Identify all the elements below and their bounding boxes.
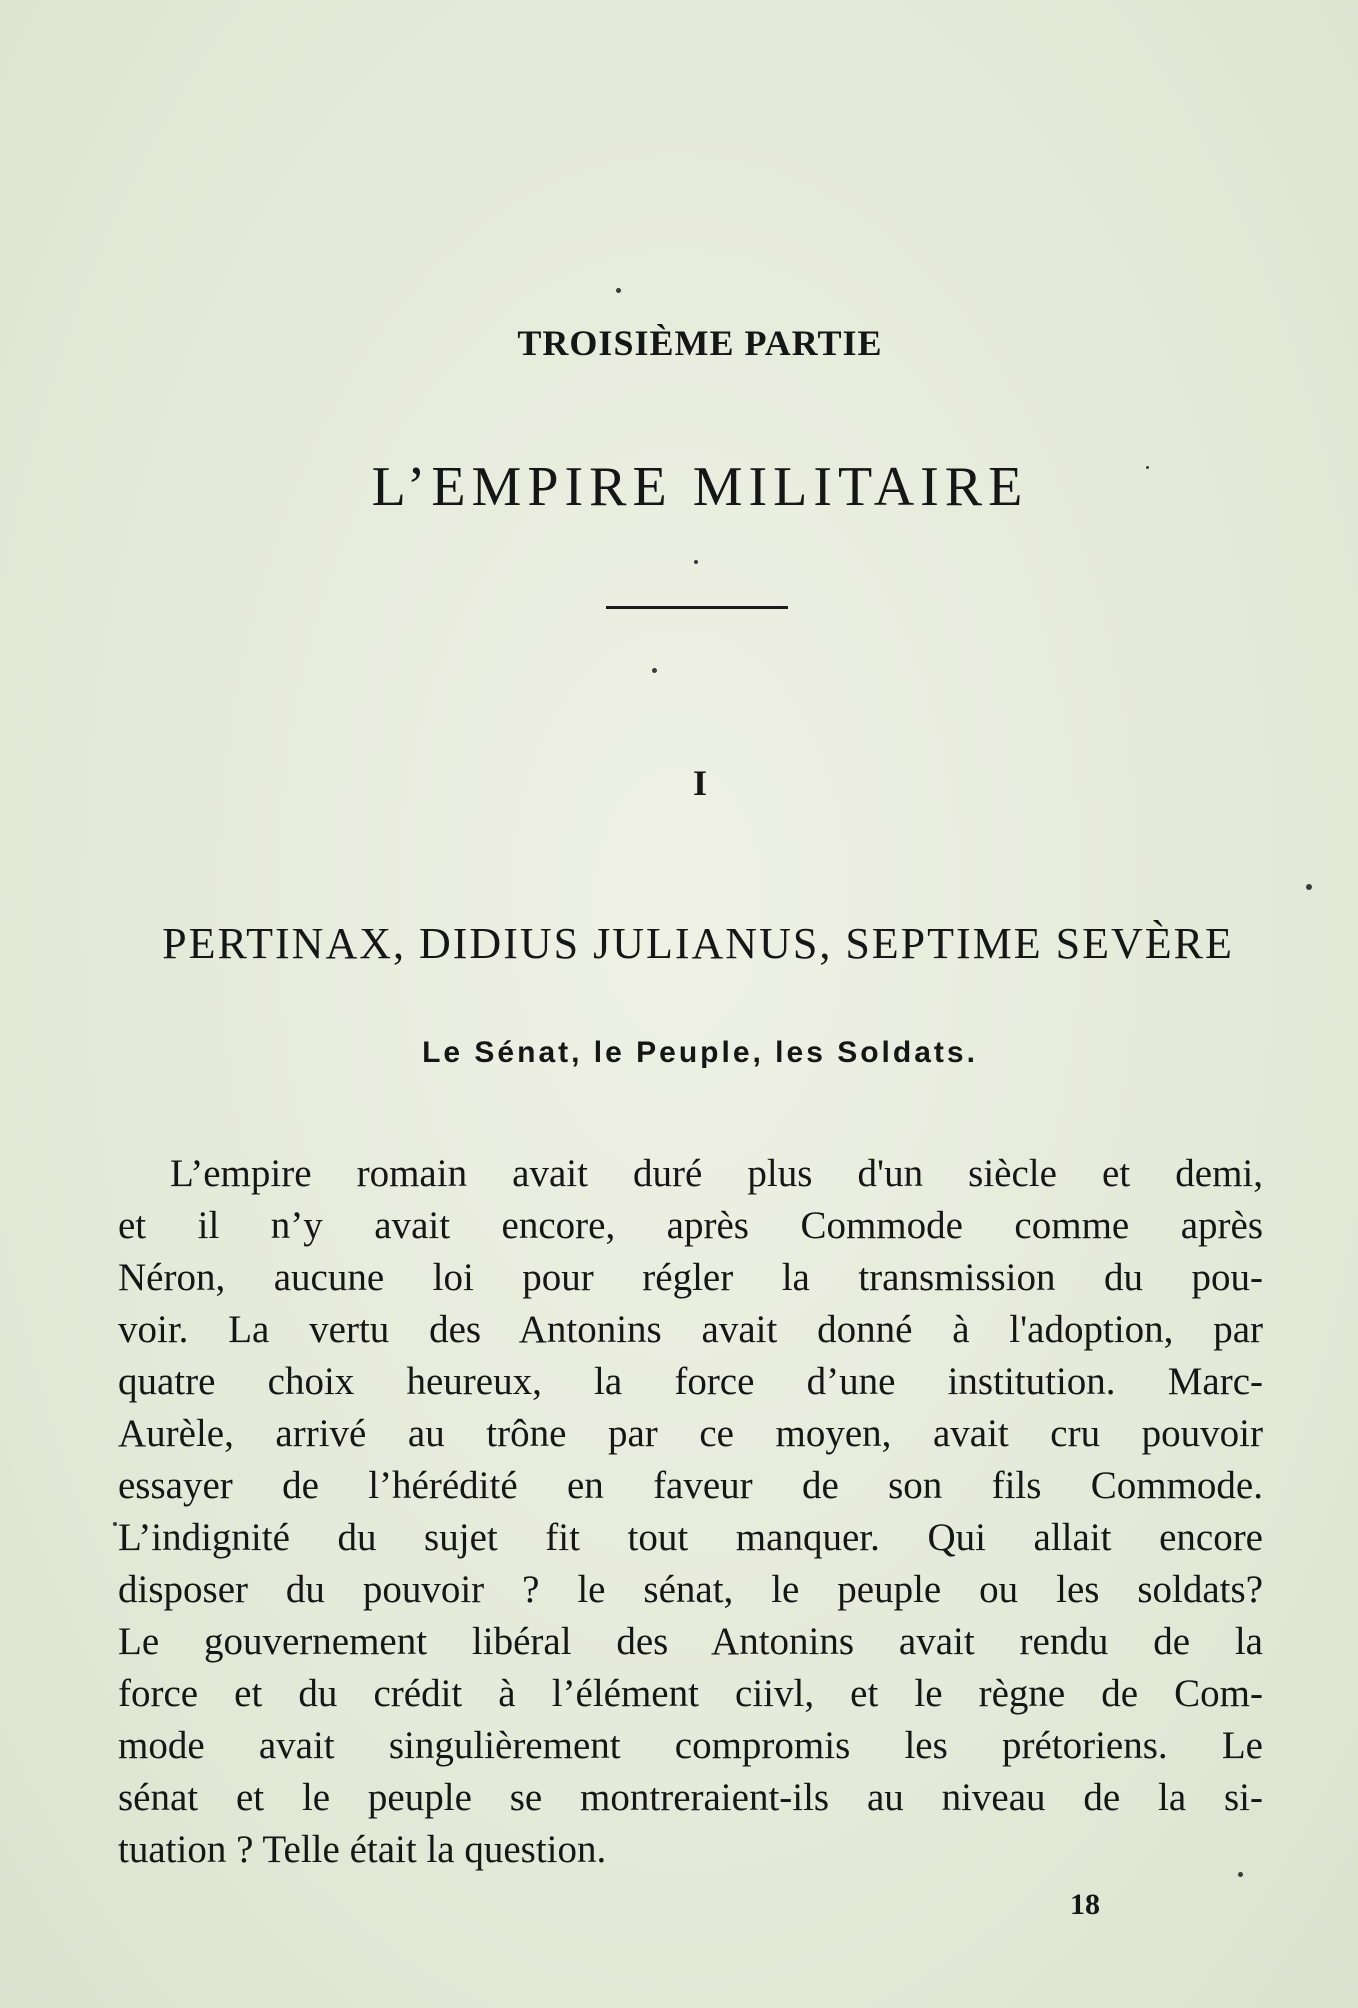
body-line: Néron, aucune loi pour régler la transmission du pou-	[118, 1256, 1263, 1299]
title-rule	[606, 606, 788, 609]
book-title: L’EMPIRE MILITAIRE	[371, 456, 1029, 518]
chapter-subtitle: Le Sénat, le Peuple, les Soldats.	[422, 1036, 978, 1069]
chapter-title: PERTINAX, DIDIUS JULIANUS, SEPTIME SEVÈRE	[162, 919, 1234, 968]
body-line: sénat et le peuple se montreraient-ils au niveau de la si-	[118, 1776, 1263, 1819]
body-line: Aurèle, arrivé au trône par ce moyen, avait cru pouvoir	[118, 1412, 1263, 1455]
paper-speck	[616, 288, 621, 293]
paper-speck	[1306, 884, 1312, 890]
chapter-number: I	[692, 763, 707, 803]
paper-speck	[694, 560, 698, 564]
paper-speck	[652, 668, 657, 673]
body-line: tuation ? Telle était la question.	[118, 1828, 607, 1871]
body-line: mode avait singulièrement compromis les prétoriens. Le	[118, 1724, 1263, 1767]
body-line: L’indignité du sujet fit tout manquer. Qui allait encore	[118, 1516, 1263, 1559]
body-line: quatre choix heureux, la force d’une institution. Marc-	[118, 1360, 1263, 1403]
page-number: 18	[1070, 1888, 1100, 1921]
part-label: TROISIÈME PARTIE	[517, 323, 883, 363]
body-line: force et du crédit à l’élément ciivl, et le règne de Com-	[118, 1672, 1263, 1715]
paper-speck	[113, 1522, 117, 1526]
body-paragraph	[118, 1148, 1263, 1876]
body-line: disposer du pouvoir ? le sénat, le peuple ou les soldats?	[118, 1568, 1263, 1611]
body-line: Le gouvernement libéral des Antonins avait rendu de la	[118, 1620, 1263, 1663]
body-line: et il n’y avait encore, après Commode comme après	[118, 1204, 1263, 1247]
body-line: essayer de l’hérédité en faveur de son fils Commode.	[118, 1464, 1263, 1507]
paper-speck	[1146, 466, 1149, 469]
body-line: voir. La vertu des Antonins avait donné à l'adoption, par	[118, 1308, 1263, 1351]
body-line: L’empire romain avait duré plus d'un siècle et demi,	[170, 1152, 1263, 1195]
paper-speck	[1238, 1872, 1243, 1877]
